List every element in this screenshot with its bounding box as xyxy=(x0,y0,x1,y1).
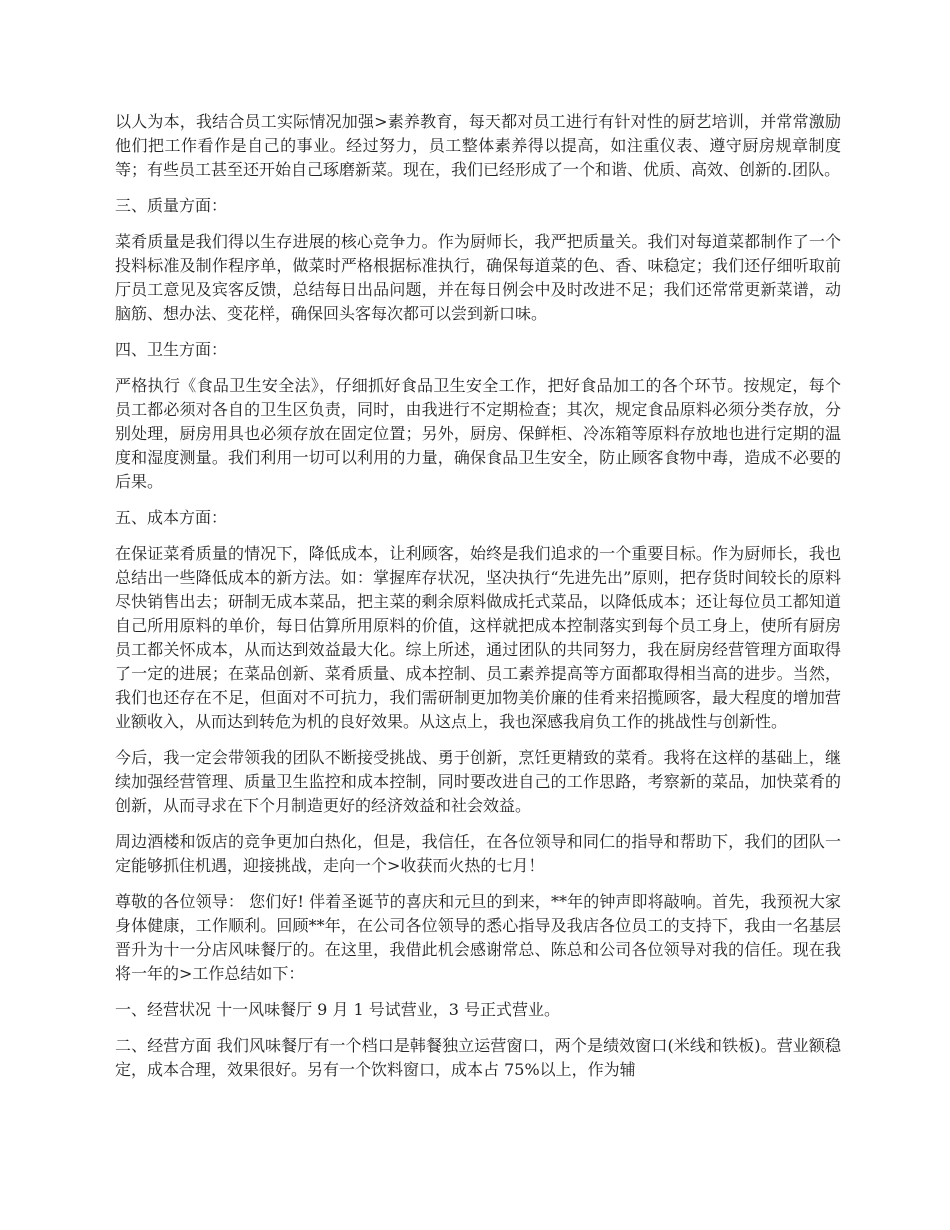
paragraph-cost: 在保证菜肴质量的情况下，降低成本，让利顾客，始终是我们追求的一个重要目标。作为厨师长，我也总结出一些降低成本的新方法。如：掌握库存状况，坚决执行“先进先出”原则，把存货时间较长的原料尽快销售出去；研制无成本菜品，把主菜的剩余原料做成托式菜品，以降低成本；还让每位员工都知道自己所用原料的单价，每日估算所用原料的价值，这样就把成本控制落实到每个员工身上，使所有厨房员工都关怀成本，从而达到效益最大化。综上所述，通过团队的共同努力，我在厨房经营管理方面取得了一定的进展；在菜品创新、菜肴质量、成本控制、员工素养提高等方面都取得相当高的进步。当然，我们也还存在不足，但面对不可抗力，我们需研制更加物美价廉的佳肴来招揽顾客，最大程度的增加营业额收入，从而达到转危为机的良好效果。从这点上，我也深感我肩负工作的挑战性与创新性。 xyxy=(115,544,841,731)
paragraph-quality: 菜肴质量是我们得以生存进展的核心竞争力。作为厨师长，我严把质量关。我们对每道菜都制作了一个投料标准及制作程序单，做菜时严格根据标准执行，确保每道菜的色、香、味稳定；我们还仔细听取前厅员工意见及宾客反馈，总结每日出品问题，并在每日例会中及时改进不足；我们还常常更新菜谱，动脑筋、想办法、变花样，确保回头客每次都可以尝到新口味。 xyxy=(115,232,841,323)
paragraph-greeting: 尊敬的各位领导： 您们好! 伴着圣诞节的喜庆和元旦的到来，**年的钟声即将敲响。首先，我预祝大家身体健康，工作顺利。回顾**年，在公司各位领导的悉心指导及我店各位员工的支持下，我由一名基层晋升为十一分店风味餐厅的。在这里，我借此机会感谢常总、陈总和公司各位领导对我的信任。现在我将一年的>工作总结如下： xyxy=(115,892,841,983)
paragraph-hygiene: 严格执行《食品卫生安全法》，仔细抓好食品卫生安全工作，把好食品加工的各个环节。按规定，每个员工都必须对各自的卫生区负责，同时，由我进行不定期检查；其次，规定食品原料必须分类存放，分别处理，厨房用具也必须存放在固定位置；另外，厨房、保鲜柜、冷冻箱等原料存放地也进行定期的温度和湿度测量。我们利用一切可以利用的力量，确保食品卫生安全，防止顾客食物中毒，造成不必要的后果。 xyxy=(115,376,841,491)
paragraph-operations-status: 一、经营状况 十一风味餐厅 9 月 1 号试营业，3 号正式营业。 xyxy=(115,1000,561,1019)
paragraph-future: 今后，我一定会带领我的团队不断接受挑战、勇于创新，烹饪更精致的菜肴。我将在这样的基础上，继续加强经营管理、质量卫生监控和成本控制，同时要改进自己的工作思路，考察新的菜品，加快菜肴的创新，从而寻求在下个月制造更好的经济效益和社会效益。 xyxy=(115,748,841,815)
heading-hygiene: 四、卫生方面： xyxy=(115,340,228,359)
paragraph-competition: 周边酒楼和饭店的竞争更加白热化，但是，我信任，在各位领导和同仁的指导和帮助下，我们的团队一定能够抓住机遇，迎接挑战，走向一个>收获而火热的七月！ xyxy=(115,832,841,875)
paragraph-operations-aspect: 二、经营方面 我们风味餐厅有一个档口是韩餐独立运营窗口，两个是绩效窗口(米线和铁板)。营业额稳定，成本合理，效果很好。另有一个饮料窗口，成本占 75%以上，作为辅 xyxy=(115,1036,841,1079)
paragraph-staff-training: 以人为本，我结合员工实际情况加强>素养教育，每天都对员工进行有针对性的厨艺培训，并常常激励他们把工作看作是自己的事业。经过努力，员工整体素养得以提高，如注重仪表、遵守厨房规章制度等；有些员工甚至还开始自己琢磨新菜。现在，我们已经形成了一个和谐、优质、高效、创新的.团队。 xyxy=(115,112,841,179)
heading-quality: 三、质量方面： xyxy=(115,196,228,215)
heading-cost: 五、成本方面： xyxy=(115,508,228,527)
document-page xyxy=(115,110,841,1094)
